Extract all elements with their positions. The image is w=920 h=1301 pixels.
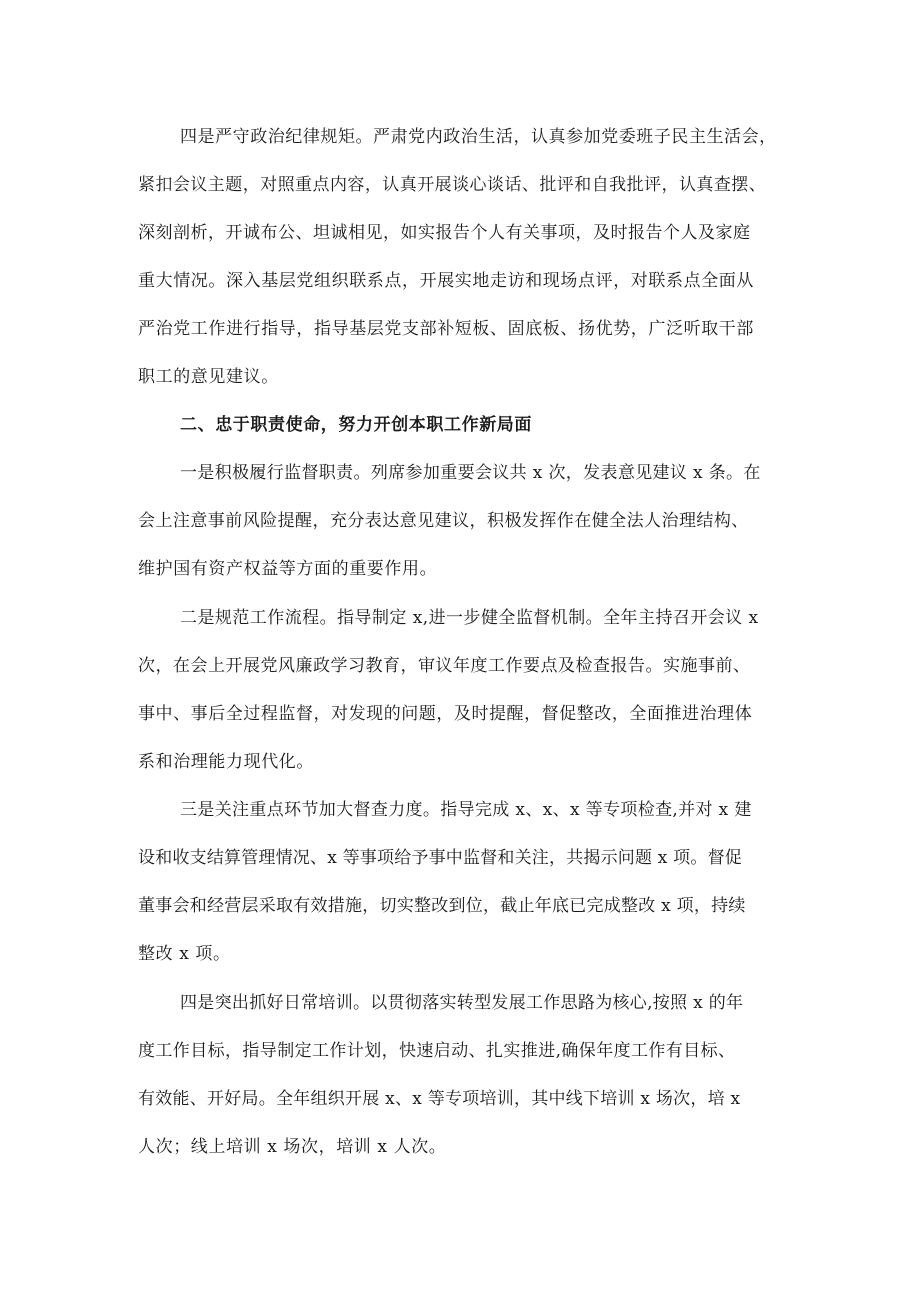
- paragraph-1-line-1: 四是严守政治纪律规矩。严肃党内政治生活，认真参加党委班子民主生活会，: [180, 127, 777, 147]
- paragraph-2-line-2: 会上注意事前风险提醒，充分表达意见建议，积极发挥作在健全法人治理结构、: [138, 511, 749, 531]
- paragraph-4-line-2: 设和收支结算管理情况、x 等事项给予事中监督和关注，共揭示问题 x 项。督促: [138, 848, 742, 868]
- paragraph-3-line-2: 次，在会上开展党风廉政学习教育，审议年度工作要点及检查报告。实施事前、: [138, 656, 751, 676]
- paragraph-2-line-3: 维护国有资产权益等方面的重要作用。: [138, 559, 438, 579]
- paragraph-3-line-3: 事中、事后全过程监督，对发现的问题，及时提醒，督促整改，全面推进治理体: [138, 704, 753, 724]
- paragraph-3-line-4: 系和治理能力现代化。: [138, 752, 314, 772]
- paragraph-1-line-3: 深刻剖析，开诚布公、坦诚相见，如实报告个人有关事项，及时报告个人及家庭: [138, 223, 751, 243]
- paragraph-5-line-4: 人次；线上培训 x 场次，培训 x 人次。: [138, 1137, 447, 1157]
- paragraph-5-line-1: 四是突出抓好日常培训。以贯彻落实转型发展工作思路为核心,按照 x 的年: [180, 993, 744, 1013]
- paragraph-1-line-5: 严治党工作进行指导，指导基层党支部补短板、固底板、扬优势，广泛听取干部: [138, 319, 754, 339]
- section-heading: 二、忠于职责使命，努力开创本职工作新局面: [180, 415, 532, 435]
- paragraph-4-line-1: 三是关注重点环节加大督查力度。指导完成 x、x、x 等专项检查,并对 x 建: [180, 800, 752, 820]
- paragraph-2-line-1: 一是积极履行监督职责。列席参加重要会议共 x 次，发表意见建议 x 条。在: [180, 463, 761, 483]
- paragraph-3-line-1: 二是规范工作流程。指导制定 x,进一步健全监督机制。全年主持召开会议 x: [180, 608, 759, 628]
- paragraph-5-line-3: 有效能、开好局。全年组织开展 x、x 等专项培训，其中线下培训 x 场次，培 x: [138, 1089, 741, 1109]
- paragraph-1-line-4: 重大情况。深入基层党组织联系点，开展实地走访和现场点评，对联系点全面从: [138, 271, 754, 291]
- paragraph-5-line-2: 度工作目标，指导制定工作计划，快速启动、扎实推进,确保年度工作有目标、: [138, 1041, 736, 1061]
- paragraph-1-line-6: 职工的意见建议。: [138, 367, 279, 387]
- paragraph-4-line-4: 整改 x 项。: [138, 944, 231, 964]
- paragraph-1-line-2: 紧扣会议主题，对照重点内容，认真开展谈心谈话、批评和自我批评，认真查摆、: [138, 175, 767, 195]
- paragraph-4-line-3: 董事会和经营层采取有效措施，切实整改到位，截止年底已完成整改 x 项，持续: [138, 896, 746, 916]
